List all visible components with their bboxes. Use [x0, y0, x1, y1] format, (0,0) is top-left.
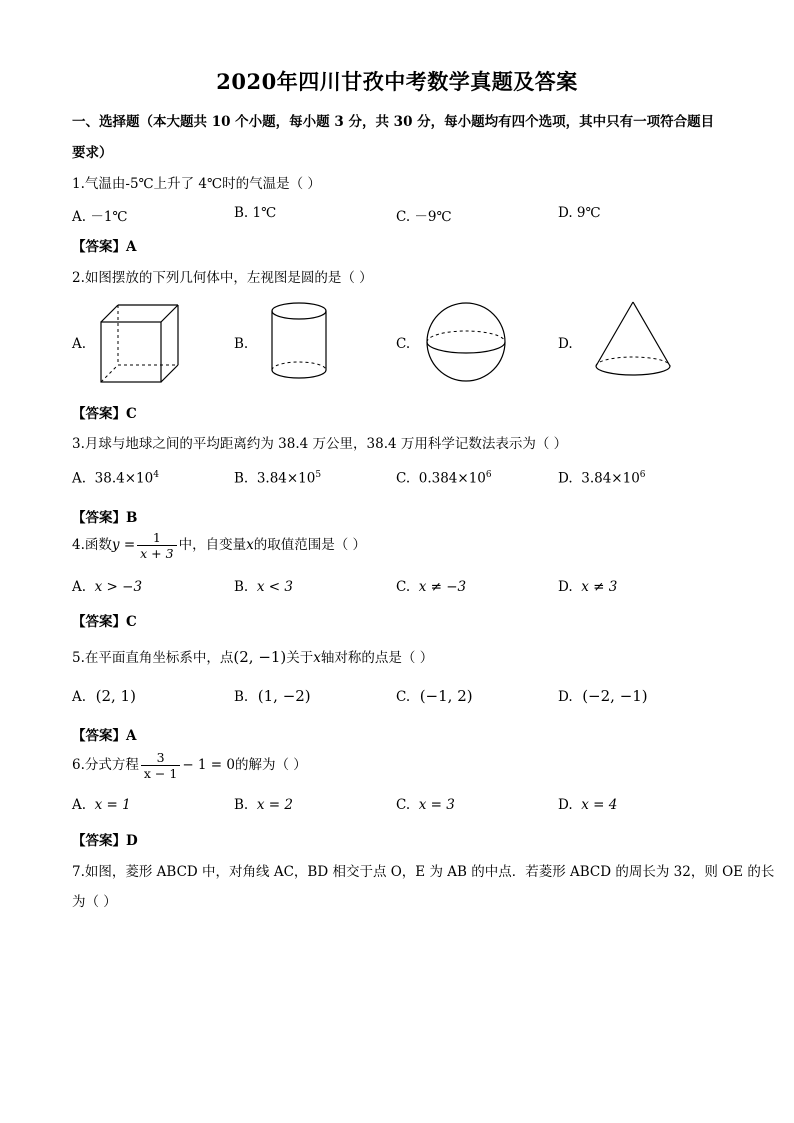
var-y: y: [111, 537, 120, 553]
point-coordinates: (2, −1): [233, 648, 287, 666]
option-label: A.: [72, 689, 87, 705]
question-3-option-c: [396, 470, 492, 487]
option-value: 0.384×10: [418, 470, 486, 487]
question-1-option-a: A. －1℃: [72, 209, 128, 225]
option-value: x = 4: [581, 797, 618, 813]
stem-text: 中，自变量: [178, 537, 247, 553]
stem-text: 关于: [286, 650, 314, 666]
fraction-numerator: 3: [141, 750, 180, 766]
option-value: (2, 1): [95, 687, 136, 705]
question-6-answer: 【答案】D: [72, 833, 138, 849]
question-1-option-c: C. －9℃: [396, 209, 452, 225]
option-label: D.: [558, 797, 573, 813]
option-label: C.: [396, 470, 411, 487]
option-label: C.: [396, 797, 411, 813]
question-2-answer: 【答案】C: [72, 406, 137, 422]
question-6-option-a: [72, 797, 131, 813]
option-label: B.: [234, 689, 249, 705]
option-value: x = 2: [256, 797, 293, 813]
question-4-option-d: [558, 579, 617, 595]
stem-text: 4.函数: [72, 537, 112, 553]
question-5-answer: 【答案】A: [72, 728, 137, 744]
option-exponent: 4: [153, 470, 159, 480]
question-7-stem-line2: 为（ ）: [72, 894, 117, 910]
stem-text: 5.在平面直角坐标系中，点: [72, 650, 234, 666]
question-6-option-c: [396, 797, 455, 813]
option-label: D.: [558, 470, 573, 487]
question-6-option-d: [558, 797, 617, 813]
question-2-label-a: A.: [72, 336, 87, 352]
option-label: C.: [396, 579, 411, 595]
question-7-stem-line1: 7.如图，菱形 ABCD 中，对角线 AC，BD 相交于点 O，E 为 AB 的中点．若菱形 ABCD 的周长为 32，则 OE 的长: [72, 864, 775, 880]
question-5-option-b: [234, 687, 311, 705]
option-value: 3.84×10: [256, 470, 316, 487]
question-3-option-d: [558, 470, 646, 487]
question-2-stem: 2.如图摆放的下列几何体中，左视图是圆的是（ ）: [72, 270, 373, 286]
fraction: [141, 750, 180, 781]
question-3-option-a: [72, 470, 159, 487]
question-5-option-d: [558, 687, 648, 705]
stem-text: 的取值范围是（ ）: [253, 537, 366, 553]
option-value: x ≠ 3: [581, 579, 618, 595]
option-value: 38.4×10: [94, 470, 154, 487]
question-5-option-c: [396, 687, 473, 705]
equals-sign: =: [123, 537, 136, 553]
option-exponent: 6: [485, 470, 492, 480]
option-label: D.: [558, 579, 573, 595]
question-2-label-c: C.: [396, 336, 411, 352]
fraction-denominator: x − 1: [143, 766, 178, 781]
stem-text: 的解为（ ）: [235, 757, 307, 773]
question-6-option-b: [234, 797, 293, 813]
cone-figure: [592, 300, 674, 380]
option-value: x = 1: [94, 797, 131, 813]
option-value: (−2, −1): [582, 687, 648, 705]
question-1-option-b: B. 1℃: [234, 205, 277, 221]
question-4-stem: [72, 530, 366, 561]
section-heading-line1: 一、选择题（本大题共 10 个小题，每小题 3 分，共 30 分，每小题均有四个选项，其中只有一项符合题目: [72, 114, 715, 130]
option-value: 3.84×10: [581, 470, 640, 487]
question-4-option-a: [72, 579, 142, 595]
question-1-answer: 【答案】A: [72, 239, 137, 255]
question-5-option-a: [72, 687, 136, 705]
stem-text: 轴对称的点是（ ）: [320, 650, 434, 666]
option-value: x ≠ −3: [418, 579, 467, 595]
option-exponent: 5: [315, 470, 322, 480]
option-value: x > −3: [94, 579, 143, 595]
question-3-stem: 3.月球与地球之间的平均距离约为 38.4 万公里，38.4 万用科学记数法表示为（ ）: [72, 436, 568, 452]
option-label: B.: [234, 797, 249, 813]
question-2-label-b: B.: [234, 336, 249, 352]
page-title: 2020年四川甘孜中考数学真题及答案: [216, 69, 578, 94]
question-4-option-c: [396, 579, 466, 595]
option-exponent: 6: [639, 470, 646, 480]
stem-text: 6.分式方程: [72, 757, 139, 773]
question-1-stem: 1.气温由-5℃上升了 4℃时的气温是（ ）: [72, 176, 321, 192]
var-x: x: [313, 650, 321, 666]
fraction-numerator: 1: [137, 530, 176, 546]
fraction: [137, 530, 176, 561]
option-label: A.: [72, 470, 87, 487]
option-label: B.: [234, 470, 249, 487]
question-4-option-b: [234, 579, 293, 595]
question-1-option-d: D. 9℃: [558, 205, 601, 221]
question-3-answer: 【答案】B: [72, 510, 138, 526]
option-label: B.: [234, 579, 249, 595]
option-label: D.: [558, 689, 573, 705]
cube-figure: [96, 300, 182, 386]
question-5-stem: [72, 646, 433, 666]
option-label: C.: [396, 689, 411, 705]
section-heading-line2: 要求）: [72, 145, 113, 161]
question-4-answer: 【答案】C: [72, 614, 137, 630]
question-6-stem: [72, 750, 307, 781]
var-x: x: [246, 537, 254, 553]
question-2-label-d: D.: [558, 336, 573, 352]
fraction-denominator: x + 3: [140, 546, 174, 561]
sphere-figure: [424, 300, 508, 384]
option-label: A.: [72, 797, 87, 813]
equation-rest: − 1 = 0: [182, 757, 236, 773]
option-label: A.: [72, 579, 87, 595]
cylinder-figure: [268, 300, 330, 384]
option-value: x < 3: [256, 579, 293, 595]
option-value: x = 3: [418, 797, 455, 813]
option-value: (1, −2): [257, 687, 311, 705]
question-3-option-b: [234, 470, 321, 487]
option-value: (−1, 2): [419, 687, 473, 705]
